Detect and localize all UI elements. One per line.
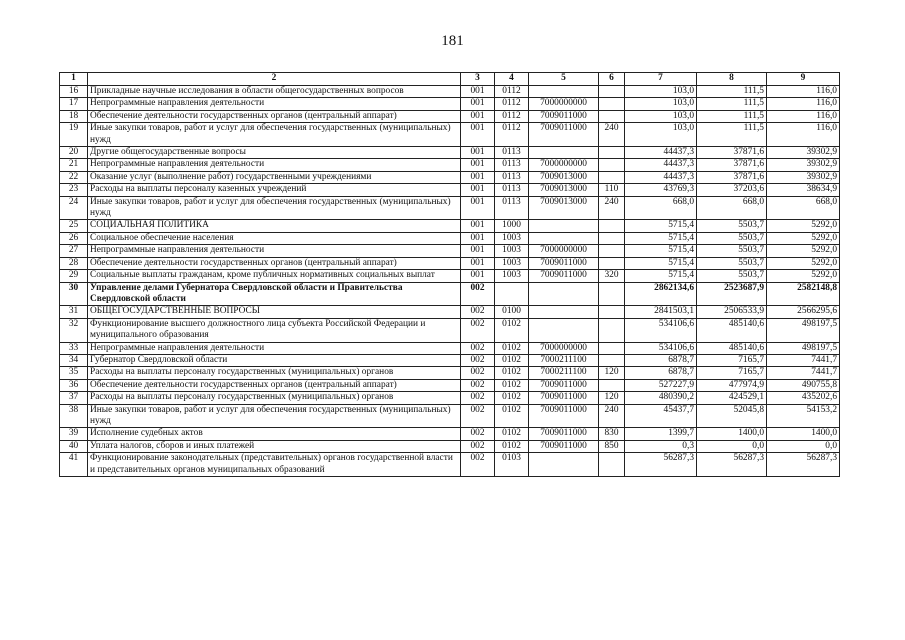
code-target: 7000000000 — [529, 245, 599, 257]
table-row — [60, 453, 840, 477]
table-body — [60, 86, 840, 477]
row-number: 17 — [60, 98, 88, 110]
col-header-1: 1 — [60, 73, 88, 86]
item-name: Уплата налогов, сборов и иных платежей — [88, 440, 461, 452]
code-section: 0102 — [495, 342, 529, 354]
amount-col-9: 5292,0 — [767, 257, 840, 269]
amount-col-7: 103,0 — [625, 98, 697, 110]
col-header-4: 4 — [495, 73, 529, 86]
code-section: 0113 — [495, 184, 529, 196]
code-section: 0112 — [495, 98, 529, 110]
code-section: 0100 — [495, 306, 529, 318]
amount-col-8: 5503,7 — [697, 232, 767, 244]
code-admin: 002 — [461, 318, 495, 342]
col-header-3: 3 — [461, 73, 495, 86]
amount-col-7: 534106,6 — [625, 342, 697, 354]
table-row — [60, 86, 840, 98]
code-admin: 001 — [461, 171, 495, 183]
code-target — [529, 147, 599, 159]
table-row — [60, 404, 840, 428]
amount-col-9: 116,0 — [767, 110, 840, 122]
code-target: 7009011000 — [529, 270, 599, 282]
code-section: 0113 — [495, 171, 529, 183]
code-target — [529, 306, 599, 318]
row-number: 23 — [60, 184, 88, 196]
table-row — [60, 196, 840, 220]
amount-col-9: 2566295,6 — [767, 306, 840, 318]
amount-col-8: 7165,7 — [697, 367, 767, 379]
amount-col-9: 7441,7 — [767, 367, 840, 379]
code-expense-type — [599, 147, 625, 159]
code-expense-type: 120 — [599, 392, 625, 404]
code-admin: 001 — [461, 147, 495, 159]
amount-col-7: 44437,3 — [625, 159, 697, 171]
row-number: 25 — [60, 220, 88, 232]
table-row — [60, 98, 840, 110]
amount-col-7: 45437,7 — [625, 404, 697, 428]
code-expense-type — [599, 171, 625, 183]
budget-table — [59, 72, 840, 477]
amount-col-7: 5715,4 — [625, 220, 697, 232]
item-name: Непрограммные направления деятельности — [88, 245, 461, 257]
amount-col-9: 2582148,8 — [767, 282, 840, 306]
table-row — [60, 220, 840, 232]
code-target: 7009011000 — [529, 392, 599, 404]
col-header-6: 6 — [599, 73, 625, 86]
item-name: Функционирование высшего должностного лица субъекта Российской Федерации и муниципального образования — [88, 318, 461, 342]
item-name: Расходы на выплаты персоналу государственных (муниципальных) органов — [88, 367, 461, 379]
amount-col-8: 111,5 — [697, 110, 767, 122]
code-section: 1003 — [495, 232, 529, 244]
table-row — [60, 318, 840, 342]
code-target: 7000000000 — [529, 342, 599, 354]
row-number: 28 — [60, 257, 88, 269]
code-target: 7009011000 — [529, 440, 599, 452]
code-admin: 001 — [461, 270, 495, 282]
code-expense-type — [599, 257, 625, 269]
row-number: 32 — [60, 318, 88, 342]
code-section: 0102 — [495, 392, 529, 404]
code-target — [529, 86, 599, 98]
item-name: Иные закупки товаров, работ и услуг для обеспечения государственных (муниципальных) нужд — [88, 123, 461, 147]
item-name: Расходы на выплаты персоналу казенных учреждений — [88, 184, 461, 196]
amount-col-9: 39302,9 — [767, 159, 840, 171]
code-target: 7009011000 — [529, 404, 599, 428]
code-expense-type — [599, 220, 625, 232]
row-number: 20 — [60, 147, 88, 159]
amount-col-8: 0,0 — [697, 440, 767, 452]
code-expense-type: 830 — [599, 428, 625, 440]
amount-col-8: 485140,6 — [697, 318, 767, 342]
amount-col-9: 5292,0 — [767, 220, 840, 232]
table-row — [60, 440, 840, 452]
table-row — [60, 171, 840, 183]
row-number: 21 — [60, 159, 88, 171]
code-target: 7009011000 — [529, 123, 599, 147]
amount-col-8: 2523687,9 — [697, 282, 767, 306]
row-number: 34 — [60, 354, 88, 366]
code-admin: 001 — [461, 123, 495, 147]
code-expense-type — [599, 453, 625, 477]
code-admin: 002 — [461, 306, 495, 318]
item-name: Непрограммные направления деятельности — [88, 159, 461, 171]
code-expense-type: 240 — [599, 404, 625, 428]
amount-col-8: 37203,6 — [697, 184, 767, 196]
item-name: Губернатор Свердловской области — [88, 354, 461, 366]
code-target: 7000211100 — [529, 354, 599, 366]
amount-col-9: 39302,9 — [767, 147, 840, 159]
amount-col-9: 116,0 — [767, 123, 840, 147]
code-expense-type — [599, 354, 625, 366]
amount-col-9: 0,0 — [767, 440, 840, 452]
code-expense-type: 110 — [599, 184, 625, 196]
code-section: 0102 — [495, 404, 529, 428]
code-target — [529, 232, 599, 244]
code-expense-type — [599, 98, 625, 110]
amount-col-8: 111,5 — [697, 86, 767, 98]
amount-col-7: 56287,3 — [625, 453, 697, 477]
table-row — [60, 110, 840, 122]
code-expense-type: 240 — [599, 123, 625, 147]
col-header-9: 9 — [767, 73, 840, 86]
code-admin: 002 — [461, 428, 495, 440]
code-section: 0102 — [495, 428, 529, 440]
code-target: 7009013000 — [529, 184, 599, 196]
code-admin: 001 — [461, 86, 495, 98]
amount-col-8: 37871,6 — [697, 171, 767, 183]
code-section: 0112 — [495, 110, 529, 122]
row-number: 35 — [60, 367, 88, 379]
amount-col-9: 116,0 — [767, 86, 840, 98]
code-target — [529, 282, 599, 306]
amount-col-7: 5715,4 — [625, 245, 697, 257]
amount-col-8: 37871,6 — [697, 159, 767, 171]
code-admin: 001 — [461, 196, 495, 220]
item-name: Исполнение судебных актов — [88, 428, 461, 440]
code-admin: 002 — [461, 404, 495, 428]
amount-col-8: 111,5 — [697, 123, 767, 147]
code-target: 7000000000 — [529, 98, 599, 110]
amount-col-7: 103,0 — [625, 86, 697, 98]
amount-col-8: 52045,8 — [697, 404, 767, 428]
row-number: 39 — [60, 428, 88, 440]
table-row — [60, 342, 840, 354]
code-section: 0113 — [495, 147, 529, 159]
code-expense-type — [599, 306, 625, 318]
row-number: 30 — [60, 282, 88, 306]
table-row — [60, 392, 840, 404]
code-section: 0113 — [495, 159, 529, 171]
amount-col-7: 6878,7 — [625, 367, 697, 379]
code-section: 1003 — [495, 270, 529, 282]
table-row — [60, 379, 840, 391]
row-number: 29 — [60, 270, 88, 282]
code-target: 7009013000 — [529, 196, 599, 220]
code-expense-type — [599, 159, 625, 171]
amount-col-7: 43769,3 — [625, 184, 697, 196]
code-expense-type: 120 — [599, 367, 625, 379]
table-row — [60, 354, 840, 366]
code-section: 0113 — [495, 196, 529, 220]
amount-col-8: 668,0 — [697, 196, 767, 220]
code-section: 0112 — [495, 123, 529, 147]
header-row — [60, 73, 840, 86]
item-name: Прикладные научные исследования в области общегосударственных вопросов — [88, 86, 461, 98]
item-name: СОЦИАЛЬНАЯ ПОЛИТИКА — [88, 220, 461, 232]
amount-col-8: 56287,3 — [697, 453, 767, 477]
row-number: 37 — [60, 392, 88, 404]
code-admin: 002 — [461, 440, 495, 452]
amount-col-7: 2862134,6 — [625, 282, 697, 306]
code-expense-type — [599, 342, 625, 354]
amount-col-7: 6878,7 — [625, 354, 697, 366]
code-section: 0112 — [495, 86, 529, 98]
code-section: 0102 — [495, 318, 529, 342]
code-admin: 002 — [461, 367, 495, 379]
amount-col-9: 5292,0 — [767, 245, 840, 257]
amount-col-9: 39302,9 — [767, 171, 840, 183]
col-header-8: 8 — [697, 73, 767, 86]
table-row — [60, 232, 840, 244]
code-section: 1000 — [495, 220, 529, 232]
amount-col-8: 5503,7 — [697, 245, 767, 257]
code-section: 0102 — [495, 379, 529, 391]
item-name: Расходы на выплаты персоналу государственных (муниципальных) органов — [88, 392, 461, 404]
page-number: 181 — [441, 33, 464, 49]
amount-col-7: 44437,3 — [625, 171, 697, 183]
row-number: 36 — [60, 379, 88, 391]
table-row — [60, 428, 840, 440]
code-section: 0102 — [495, 367, 529, 379]
row-number: 19 — [60, 123, 88, 147]
amount-col-7: 44437,3 — [625, 147, 697, 159]
code-admin: 001 — [461, 245, 495, 257]
amount-col-7: 534106,6 — [625, 318, 697, 342]
code-expense-type — [599, 232, 625, 244]
code-target — [529, 220, 599, 232]
code-admin: 002 — [461, 379, 495, 391]
amount-col-9: 54153,2 — [767, 404, 840, 428]
amount-col-9: 490755,8 — [767, 379, 840, 391]
code-target: 7000211100 — [529, 367, 599, 379]
amount-col-8: 5503,7 — [697, 220, 767, 232]
amount-col-7: 1399,7 — [625, 428, 697, 440]
amount-col-9: 38634,9 — [767, 184, 840, 196]
col-header-2: 2 — [88, 73, 461, 86]
code-admin: 002 — [461, 392, 495, 404]
code-admin: 002 — [461, 342, 495, 354]
col-header-5: 5 — [529, 73, 599, 86]
code-section: 0102 — [495, 354, 529, 366]
code-admin: 001 — [461, 232, 495, 244]
col-header-7: 7 — [625, 73, 697, 86]
code-admin: 002 — [461, 453, 495, 477]
amount-col-7: 0,3 — [625, 440, 697, 452]
row-number: 38 — [60, 404, 88, 428]
amount-col-9: 7441,7 — [767, 354, 840, 366]
row-number: 40 — [60, 440, 88, 452]
table-row — [60, 245, 840, 257]
code-expense-type: 850 — [599, 440, 625, 452]
row-number: 27 — [60, 245, 88, 257]
amount-col-8: 1400,0 — [697, 428, 767, 440]
amount-col-7: 5715,4 — [625, 232, 697, 244]
table-row — [60, 159, 840, 171]
item-name: Непрограммные направления деятельности — [88, 342, 461, 354]
row-number: 33 — [60, 342, 88, 354]
row-number: 41 — [60, 453, 88, 477]
code-admin: 001 — [461, 184, 495, 196]
amount-col-8: 485140,6 — [697, 342, 767, 354]
item-name: Иные закупки товаров, работ и услуг для обеспечения государственных (муниципальных) нужд — [88, 404, 461, 428]
table-row — [60, 147, 840, 159]
amount-col-7: 103,0 — [625, 110, 697, 122]
code-expense-type — [599, 318, 625, 342]
code-admin: 002 — [461, 282, 495, 306]
amount-col-8: 7165,7 — [697, 354, 767, 366]
item-name: Оказание услуг (выполнение работ) государственными учреждениями — [88, 171, 461, 183]
amount-col-7: 2841503,1 — [625, 306, 697, 318]
item-name: Функционирование законодательных (представительных) органов государственной власти и представительных органов муниципальных образований — [88, 453, 461, 477]
code-section: 1003 — [495, 245, 529, 257]
table-row — [60, 306, 840, 318]
amount-col-9: 56287,3 — [767, 453, 840, 477]
table-row — [60, 367, 840, 379]
amount-col-9: 5292,0 — [767, 232, 840, 244]
code-target: 7009011000 — [529, 110, 599, 122]
amount-col-7: 5715,4 — [625, 257, 697, 269]
code-expense-type — [599, 86, 625, 98]
code-admin: 001 — [461, 159, 495, 171]
code-admin: 001 — [461, 220, 495, 232]
code-target: 7009011000 — [529, 428, 599, 440]
amount-col-8: 5503,7 — [697, 257, 767, 269]
amount-col-9: 116,0 — [767, 98, 840, 110]
code-expense-type — [599, 110, 625, 122]
row-number: 18 — [60, 110, 88, 122]
table-row — [60, 123, 840, 147]
item-name: Обеспечение деятельности государственных органов (центральный аппарат) — [88, 379, 461, 391]
amount-col-8: 2506533,9 — [697, 306, 767, 318]
amount-col-7: 480390,2 — [625, 392, 697, 404]
amount-col-9: 668,0 — [767, 196, 840, 220]
code-expense-type — [599, 245, 625, 257]
row-number: 22 — [60, 171, 88, 183]
item-name: Другие общегосударственные вопросы — [88, 147, 461, 159]
code-section — [495, 282, 529, 306]
item-name: Непрограммные направления деятельности — [88, 98, 461, 110]
code-target — [529, 453, 599, 477]
code-admin: 001 — [461, 98, 495, 110]
code-section: 1003 — [495, 257, 529, 269]
code-section: 0103 — [495, 453, 529, 477]
amount-col-9: 5292,0 — [767, 270, 840, 282]
amount-col-9: 1400,0 — [767, 428, 840, 440]
item-name: Социальное обеспечение населения — [88, 232, 461, 244]
item-name: ОБЩЕГОСУДАРСТВЕННЫЕ ВОПРОСЫ — [88, 306, 461, 318]
amount-col-9: 435202,6 — [767, 392, 840, 404]
code-expense-type: 320 — [599, 270, 625, 282]
code-expense-type — [599, 282, 625, 306]
row-number: 16 — [60, 86, 88, 98]
amount-col-8: 5503,7 — [697, 270, 767, 282]
row-number: 24 — [60, 196, 88, 220]
amount-col-7: 668,0 — [625, 196, 697, 220]
code-expense-type — [599, 379, 625, 391]
amount-col-7: 5715,4 — [625, 270, 697, 282]
amount-col-9: 498197,5 — [767, 318, 840, 342]
item-name: Обеспечение деятельности государственных органов (центральный аппарат) — [88, 110, 461, 122]
amount-col-8: 477974,9 — [697, 379, 767, 391]
code-target: 7000000000 — [529, 159, 599, 171]
item-name: Обеспечение деятельности государственных органов (центральный аппарат) — [88, 257, 461, 269]
row-number: 26 — [60, 232, 88, 244]
code-expense-type: 240 — [599, 196, 625, 220]
code-target: 7009011000 — [529, 379, 599, 391]
code-target: 7009011000 — [529, 257, 599, 269]
table-row — [60, 184, 840, 196]
code-target: 7009013000 — [529, 171, 599, 183]
item-name: Социальные выплаты гражданам, кроме публичных нормативных социальных выплат — [88, 270, 461, 282]
code-target — [529, 318, 599, 342]
amount-col-8: 424529,1 — [697, 392, 767, 404]
amount-col-8: 37871,6 — [697, 147, 767, 159]
table-row — [60, 257, 840, 269]
amount-col-9: 498197,5 — [767, 342, 840, 354]
table-row — [60, 270, 840, 282]
code-admin: 001 — [461, 110, 495, 122]
table-row — [60, 282, 840, 306]
amount-col-7: 527227,9 — [625, 379, 697, 391]
code-admin: 001 — [461, 257, 495, 269]
amount-col-8: 111,5 — [697, 98, 767, 110]
code-section: 0102 — [495, 440, 529, 452]
row-number: 31 — [60, 306, 88, 318]
item-name: Иные закупки товаров, работ и услуг для обеспечения государственных (муниципальных) нужд — [88, 196, 461, 220]
code-admin: 002 — [461, 354, 495, 366]
item-name: Управление делами Губернатора Свердловской области и Правительства Свердловской области — [88, 282, 461, 306]
amount-col-7: 103,0 — [625, 123, 697, 147]
